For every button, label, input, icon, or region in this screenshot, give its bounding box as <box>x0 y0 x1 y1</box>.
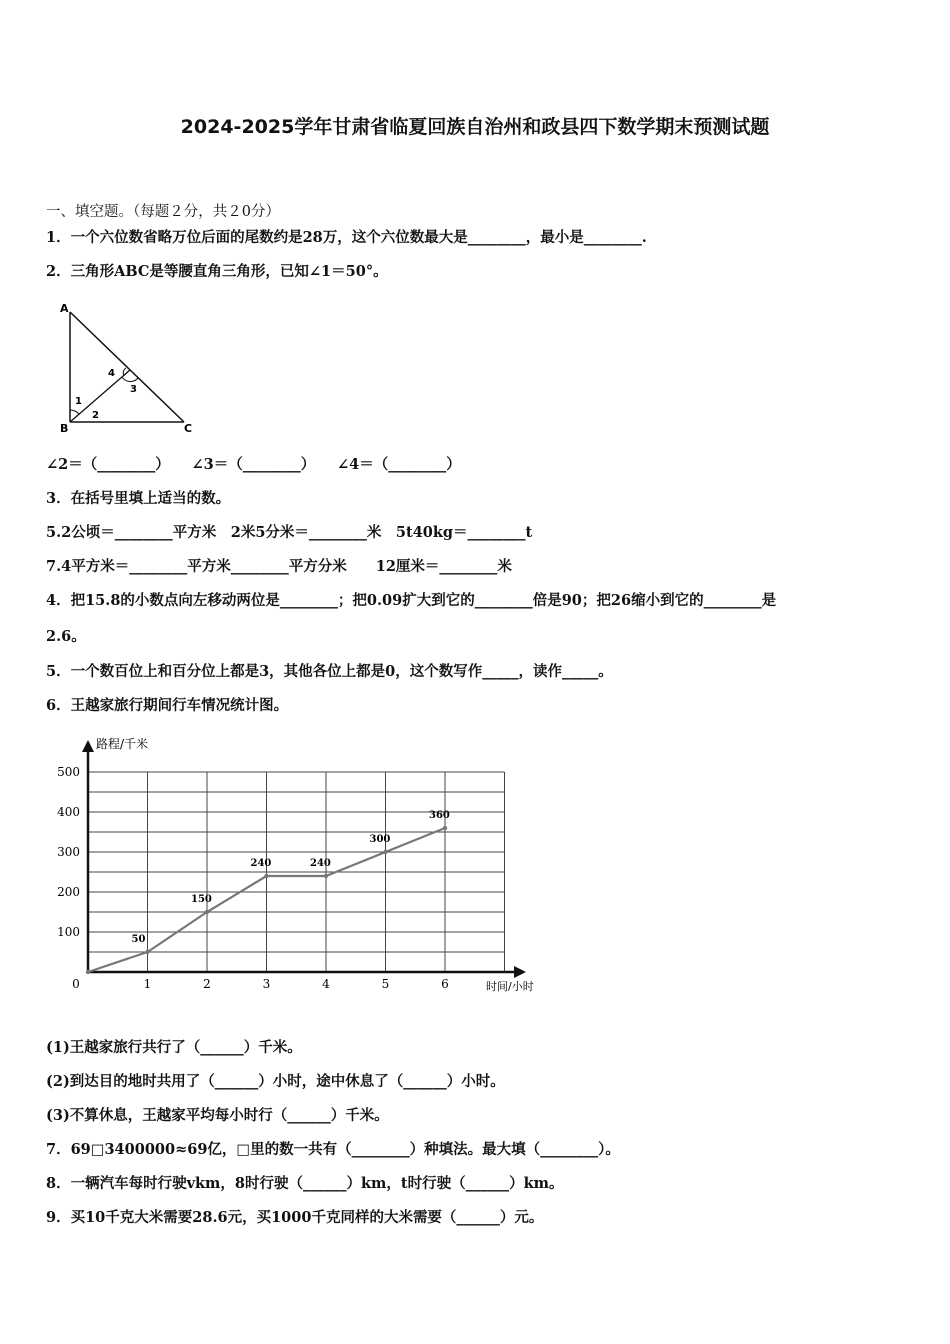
travel-line-chart <box>40 730 570 1000</box>
vertex-c-label: C <box>184 422 193 435</box>
section-heading: 一、填空题。（每题２分，共２0分） <box>46 204 280 220</box>
question-3-line-2: 7.4平方米＝________平方米________平方分米 12厘米＝________米 <box>46 558 512 575</box>
question-6-1: (1)王越家旅行共行了（______）千米。 <box>46 1039 302 1056</box>
angle-arc-3 <box>122 377 138 382</box>
chart-tick-labels <box>57 765 449 991</box>
vertex-b-label: B <box>60 422 69 435</box>
y-tick-label: 500 <box>57 765 80 779</box>
data-label: 240 <box>310 858 331 869</box>
chart-grid <box>88 772 505 972</box>
data-label: 360 <box>429 810 450 821</box>
question-2: 2．三角形ABC是等腰直角三角形，已知∠1＝50°。 <box>46 263 388 280</box>
data-label: 240 <box>250 858 272 869</box>
data-label: 50 <box>131 934 146 945</box>
data-label: 150 <box>191 894 212 905</box>
question-4-line-1: 4．把15.8的小数点向左移动两位是________；把0.09扩大到它的________倍是90；把26缩小到它的________是 <box>46 592 777 609</box>
data-point <box>145 950 149 954</box>
question-7: 7．69□3400000≈69亿，□里的数一共有（________）种填法。最大填（________）。 <box>46 1141 620 1158</box>
triangle-figure <box>46 298 206 438</box>
y-tick-label: 400 <box>57 805 80 819</box>
question-5: 5．一个数百位上和百分位上都是3，其他各位上都是0，这个数写作_____，读作_____。 <box>46 663 613 680</box>
question-6: 6．王越家旅行期间行车情况统计图。 <box>46 697 289 714</box>
data-point <box>264 874 268 878</box>
data-point <box>205 910 209 914</box>
question-8: 8．一辆汽车每时行驶vkm，8时行驶（______）km，t时行驶（______）km。 <box>46 1175 564 1192</box>
data-point <box>443 826 447 830</box>
y-tick-label: 200 <box>57 885 80 899</box>
x-tick-label: 1 <box>143 977 152 991</box>
x-tick-label: 2 <box>203 977 211 991</box>
angle-arc-1 <box>70 410 79 414</box>
question-3: 3．在括号里填上适当的数。 <box>46 490 231 507</box>
data-point <box>86 970 90 974</box>
x-tick-label: 5 <box>381 977 390 991</box>
data-point <box>324 874 328 878</box>
question-4-line-2: 2.6。 <box>46 628 86 645</box>
question-6-2: (2)到达目的地时共用了（______）小时，途中休息了（______）小时。 <box>46 1073 505 1090</box>
data-label: 300 <box>369 834 391 845</box>
x-tick-label: 3 <box>262 977 271 991</box>
x-tick-label: 0 <box>72 977 80 991</box>
side-ac <box>70 312 184 422</box>
x-axis-title: 时间/小时 <box>486 980 534 993</box>
question-2-answers: ∠2＝（________） ∠3＝（________） ∠4＝（________） <box>46 456 461 473</box>
angle-1-label: 1 <box>75 396 82 407</box>
angle-2-label: 2 <box>92 410 99 421</box>
angle-3-label: 3 <box>130 384 137 395</box>
question-6-3: (3)不算休息，王越家平均每小时行（______）千米。 <box>46 1107 389 1124</box>
question-9: 9．买10千克大米需要28.6元，买1000千克同样的大米需要（______）元。 <box>46 1209 544 1226</box>
vertex-a-label: A <box>60 302 69 315</box>
angle-4-label: 4 <box>108 368 115 379</box>
y-tick-label: 100 <box>57 925 80 939</box>
x-tick-label: 4 <box>322 977 330 991</box>
y-tick-label: 300 <box>57 845 80 859</box>
y-axis-title: 路程/千米 <box>96 737 149 751</box>
question-3-line-1: 5.2公顷＝________平方米 2米5分米＝________米 5t40kg＝________t <box>46 524 533 541</box>
y-axis-arrow <box>82 740 94 752</box>
question-1: 1．一个六位数省略万位后面的尾数约是28万，这个六位数最大是________，最小是________. <box>46 229 647 246</box>
data-point <box>383 850 387 854</box>
page-title: 2024-2025学年甘肃省临夏回族自治州和政县四下数学期末预测试题 <box>180 116 770 138</box>
x-tick-label: 6 <box>441 977 449 991</box>
x-axis-arrow <box>514 966 526 978</box>
chart-axes <box>82 740 526 978</box>
